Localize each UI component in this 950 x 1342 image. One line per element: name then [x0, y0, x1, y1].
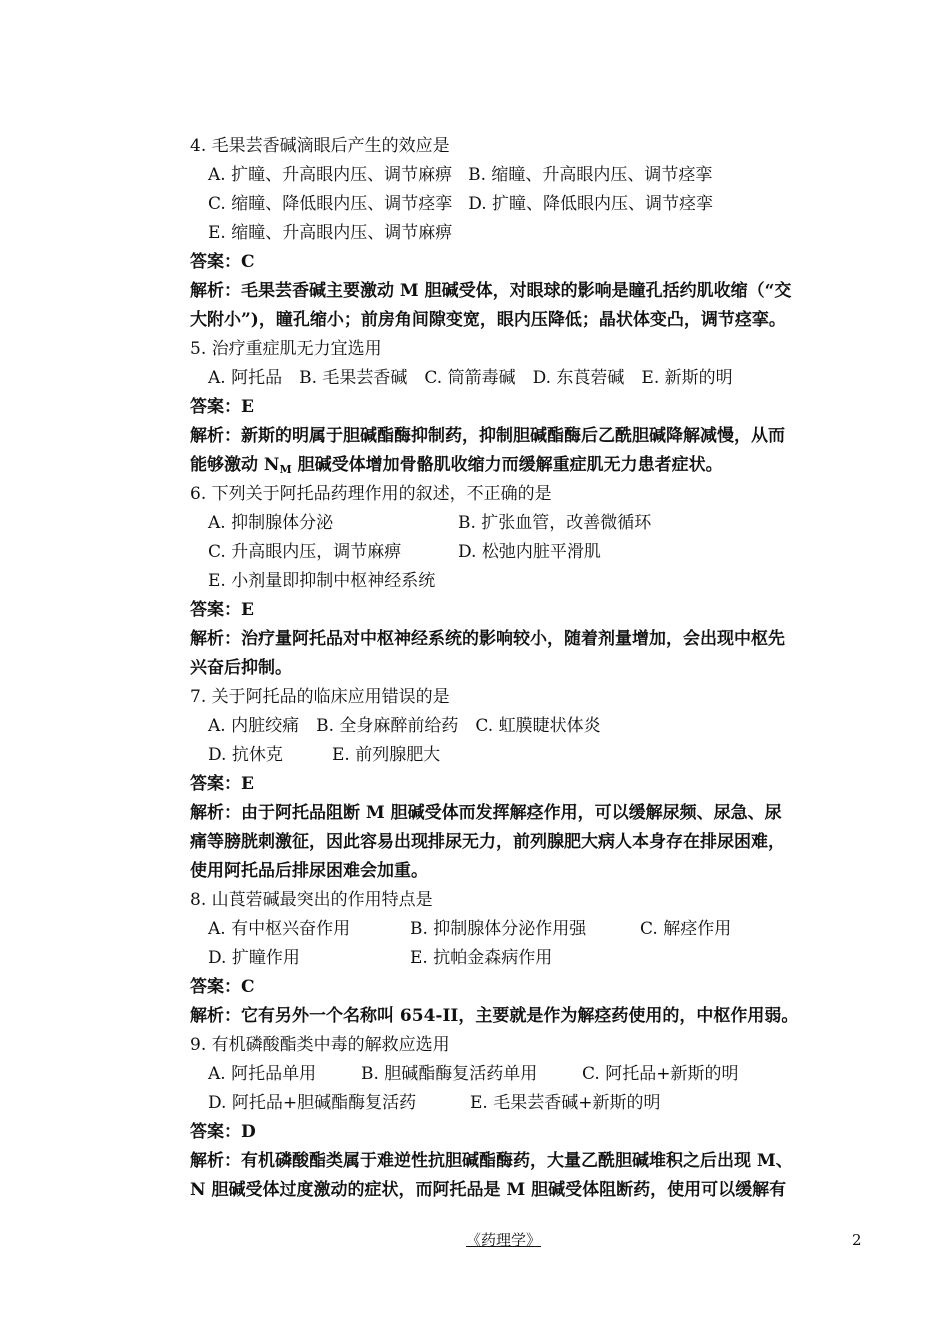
question-7-explanation-line: 使用阿托品后排尿困难会加重。 — [190, 861, 428, 881]
explanation-text: 能够激动 N — [190, 455, 280, 475]
subscript: M — [279, 463, 292, 476]
explanation-text: 胆碱受体增加骨骼肌收缩力而缓解重症肌无力患者症状。 — [291, 455, 723, 475]
option: C. 升高眼内压，调节麻痹 — [208, 542, 402, 562]
question-8-options-row-1 — [190, 915, 870, 944]
question-6-stem: 6. 下列关于阿托品药理作用的叙述，不正确的是 — [190, 484, 552, 504]
question-9-options-row-1 — [190, 1060, 870, 1089]
option: B. 胆碱酯酶复活药单用 — [361, 1064, 538, 1084]
question-6-answer: 答案：E — [190, 600, 254, 620]
question-9-stem: 9. 有机磷酸酯类中毒的解救应选用 — [190, 1035, 450, 1055]
question-5-options-row-1: A. 阿托品 B. 毛果芸香碱 C. 筒箭毒碱 D. 东莨菪碱 E. 新斯的明 — [208, 368, 733, 388]
question-7-explanation-line: 解析：由于阿托品阻断 M 胆碱受体而发挥解痉作用，可以缓解尿频、尿急、尿 — [190, 803, 782, 823]
question-8-stem: 8. 山莨菪碱最突出的作用特点是 — [190, 890, 433, 910]
page-content — [190, 132, 870, 1205]
option: D. 抗休克 — [208, 745, 283, 765]
option: C. 缩瞳、降低眼内压、调节痉挛 — [208, 194, 453, 214]
question-8-options-row-2 — [190, 944, 870, 973]
question-5-answer: 答案：E — [190, 397, 254, 417]
question-8-answer: 答案：C — [190, 977, 255, 997]
question-7-options-row-2 — [190, 741, 870, 770]
option: E. 毛果芸香碱+新斯的明 — [470, 1093, 661, 1113]
question-9-explanation-line: N 胆碱受体过度激动的症状，而阿托品是 M 胆碱受体阻断药，使用可以缓解有 — [190, 1180, 787, 1200]
option: A. 扩瞳、升高眼内压、调节麻痹 — [208, 165, 453, 185]
question-6-options-row-1 — [190, 509, 870, 538]
question-5-stem: 5. 治疗重症肌无力宜选用 — [190, 339, 382, 359]
question-7-explanation-line: 痛等膀胱刺激征，因此容易出现排尿无力，前列腺肥大病人本身存在排尿困难， — [190, 832, 785, 852]
question-9-explanation-line: 解析：有机磷酸酯类属于难逆性抗胆碱酯酶药，大量乙酰胆碱堆积之后出现 M、 — [190, 1151, 793, 1171]
question-4-answer: 答案：C — [190, 252, 255, 272]
option: B. 扩张血管，改善微循环 — [458, 513, 652, 533]
question-6-explanation-line: 解析：治疗量阿托品对中枢神经系统的影响较小，随着剂量增加，会出现中枢先 — [190, 629, 785, 649]
question-7-stem: 7. 关于阿托品的临床应用错误的是 — [190, 687, 450, 707]
option: A. 有中枢兴奋作用 — [208, 919, 351, 939]
option: E. 抗帕金森病作用 — [410, 948, 553, 968]
question-9-options-row-2 — [190, 1089, 870, 1118]
question-7-options-row-1: A. 内脏绞痛 B. 全身麻醉前给药 C. 虹膜睫状体炎 — [208, 716, 601, 736]
question-6-explanation-line: 兴奋后抑制。 — [190, 658, 292, 678]
question-5-explanation-line — [190, 451, 870, 480]
option: D. 扩瞳、降低眼内压、调节痉挛 — [468, 194, 714, 214]
question-4-options-row-1 — [190, 161, 870, 190]
question-4-stem: 4. 毛果芸香碱滴眼后产生的效应是 — [190, 136, 450, 156]
question-5-explanation-line: 解析：新斯的明属于胆碱酯酶抑制药，抑制胆碱酯酶后乙酰胆碱降解减慢，从而 — [190, 426, 785, 446]
option: A. 抑制腺体分泌 — [208, 513, 334, 533]
question-7-answer: 答案：E — [190, 774, 254, 794]
option: B. 抑制腺体分泌作用强 — [410, 919, 587, 939]
question-6-options-row-2 — [190, 538, 870, 567]
option: E. 小剂量即抑制中枢神经系统 — [208, 571, 436, 591]
question-9-answer: 答案：D — [190, 1122, 256, 1142]
option: A. 阿托品单用 — [208, 1064, 317, 1084]
option: C. 解痉作用 — [640, 919, 732, 939]
footer-book-title: 《药理学》 — [466, 1231, 542, 1249]
option: E. 前列腺肥大 — [332, 745, 441, 765]
page-number: 2 — [852, 1231, 862, 1249]
option: D. 阿托品+胆碱酯酶复活药 — [208, 1093, 417, 1113]
question-4-options-row-3 — [190, 219, 870, 248]
question-4-explanation-line: 大附小”)，瞳孔缩小；前房角间隙变宽，眼内压降低；晶状体变凸，调节痉挛。 — [190, 310, 786, 330]
option: D. 松弛内脏平滑肌 — [458, 542, 601, 562]
question-6-options-row-3 — [190, 567, 870, 596]
option: C. 阿托品+新斯的明 — [582, 1064, 739, 1084]
option: B. 缩瞳、升高眼内压、调节痉挛 — [468, 165, 713, 185]
question-4-explanation-line: 解析：毛果芸香碱主要激动 M 胆碱受体，对眼球的影响是瞳孔括约肌收缩（“交 — [190, 281, 792, 301]
question-4-options-row-2 — [190, 190, 870, 219]
page-footer — [0, 1228, 950, 1252]
question-8-explanation-line: 解析：它有另外一个名称叫 654-II，主要就是作为解痉药使用的，中枢作用弱。 — [190, 1006, 799, 1026]
option: E. 缩瞳、升高眼内压、调节麻痹 — [208, 223, 453, 243]
option: D. 扩瞳作用 — [208, 948, 300, 968]
